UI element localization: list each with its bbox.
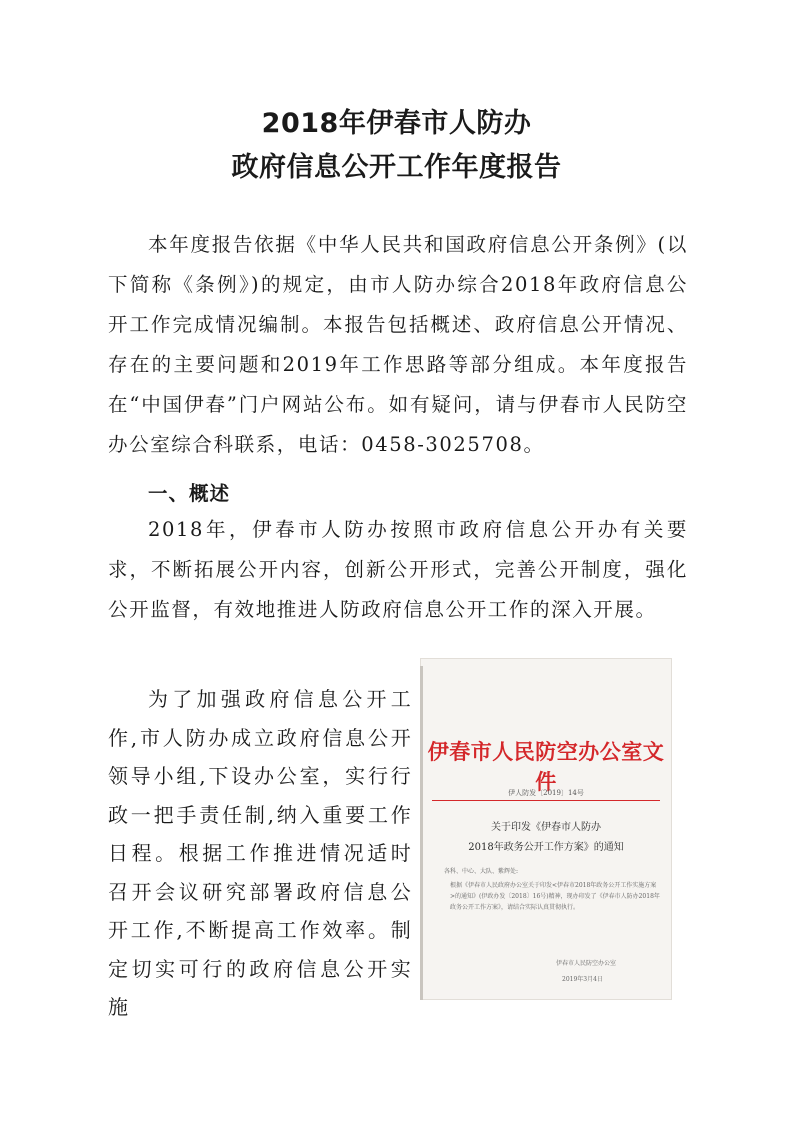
- scan-recipients: 各科、中心、大队、紫辉处:: [444, 868, 519, 875]
- intro-paragraph: 本年度报告依据《中华人民共和国政府信息公开条例》(以下简称《条例》)的规定，由市人防办综合2018年政府信息公开工作完成情况编制。本报告包括概述、政府信息公开情况、存在的主要问题和2019年工作思路等部分组成。本年度报告在“中国伊春”门户网站公布。如有疑问，请与伊春市人民防空办公室综合科联系，电话：0458-3025708。: [108, 233, 688, 456]
- report-title-line2: 政府信息公开工作年度报告: [231, 152, 562, 183]
- work-paragraph: 为了加强政府信息公开工作,市人防办成立政府信息公开领导小组,下设办公室，实行行政一把手责任制,纳入重要工作日程。根据工作推进情况适时召开会议研究部署政府信息公开工作,不断提高工作效率。制定切实可行的政府信息公开实施: [108, 687, 413, 1019]
- scan-subject-line1: 关于印发《伊春市人防办: [491, 822, 601, 833]
- scan-subject-line2: 2018年政务公开工作方案》的通知: [468, 842, 624, 853]
- scan-date: 2019年3月4日: [562, 976, 603, 983]
- scan-body-text: 根据《伊春市人民政府办公室关于印发<伊春市2018年政务公开工作实施方案>的通知》(伊政办发〔2018〕16号)精神，现办印发了《伊春市人防办2018年政务公开工作方案》，请结合实际认真贯彻执行。: [450, 882, 660, 911]
- scanned-document-image: [420, 658, 672, 1000]
- scan-document-header: 伊春市人民防空办公室文件: [427, 740, 665, 794]
- scan-signature: 伊春市人民防空办公室: [556, 960, 617, 967]
- report-title-line1: 2018年伊春市人防办: [261, 108, 532, 139]
- overview-paragraph: 2018年，伊春市人防办按照市政府信息公开办有关要求，不断拓展公开内容，创新公开形式，完善公开制度，强化公开监督，有效地推进人防政府信息公开工作的深入开展。: [108, 518, 688, 621]
- scan-document-number: 伊人防发〔2019〕14号: [508, 789, 584, 797]
- section-heading-overview: 一、概述: [148, 482, 231, 505]
- scan-edge-shadow: [420, 666, 423, 1000]
- scan-red-rule: [432, 800, 660, 801]
